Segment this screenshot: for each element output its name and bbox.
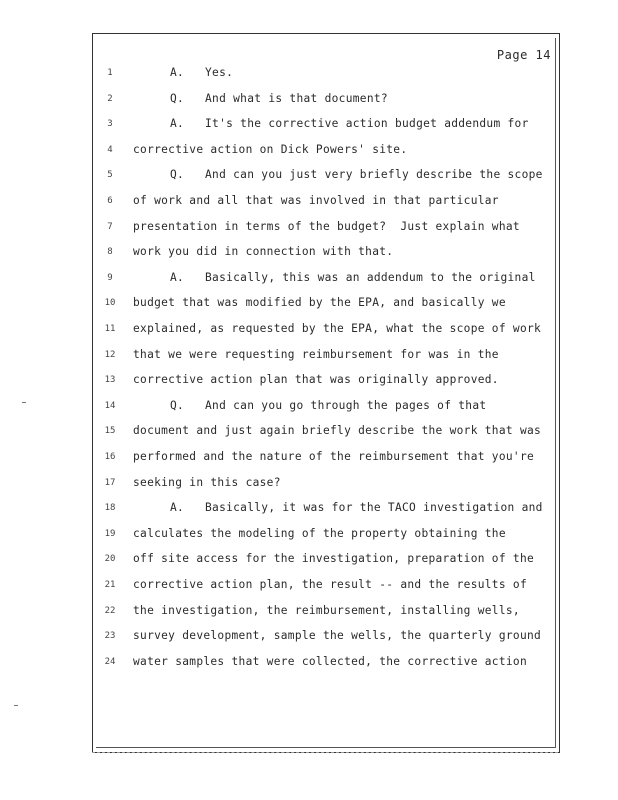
bottom-scan-artifact bbox=[92, 752, 558, 757]
line-number: 24 bbox=[104, 656, 116, 667]
speaker-marker: Q. bbox=[170, 398, 185, 412]
speaker-marker: A. bbox=[170, 117, 185, 131]
transcript-line bbox=[93, 348, 559, 366]
line-number: 15 bbox=[104, 426, 116, 437]
line-number: 5 bbox=[107, 170, 113, 181]
transcript-line bbox=[93, 271, 559, 289]
line-text: calculates the modeling of the property obtaining the bbox=[133, 526, 506, 540]
transcript-line bbox=[93, 629, 559, 647]
speaker-marker: Q. bbox=[170, 168, 185, 182]
line-number: 14 bbox=[104, 400, 116, 411]
line-number: 11 bbox=[104, 324, 116, 334]
line-text: that we were requesting reimbursement for was in the bbox=[133, 347, 499, 361]
transcript-line bbox=[93, 655, 559, 673]
speaker-marker: Q. bbox=[170, 91, 185, 105]
line-text: It's the corrective action budget addendum for bbox=[205, 117, 529, 131]
transcript-line bbox=[93, 220, 559, 238]
transcript-line bbox=[93, 117, 559, 135]
line-number: 12 bbox=[104, 349, 116, 360]
transcript-line bbox=[93, 604, 559, 622]
line-text: Yes. bbox=[205, 66, 234, 79]
transcript-line bbox=[93, 527, 559, 545]
line-number: 8 bbox=[107, 247, 113, 258]
line-text: budget that was modified by the EPA, and basically we bbox=[133, 296, 506, 310]
line-number: 1 bbox=[107, 68, 113, 78]
line-number: 3 bbox=[107, 119, 113, 130]
line-number: 6 bbox=[107, 196, 113, 206]
line-text: And what is that document? bbox=[205, 91, 388, 105]
line-text: survey development, sample the wells, the quarterly ground bbox=[133, 629, 542, 643]
line-text: water samples that were collected, the corrective action bbox=[133, 654, 527, 668]
line-text: corrective action plan, the result -- and the results of bbox=[133, 578, 527, 591]
line-text: performed and the nature of the reimbursement that you're bbox=[133, 450, 535, 463]
transcript-line bbox=[93, 194, 559, 212]
transcript-line bbox=[93, 373, 559, 391]
transcript-line bbox=[93, 92, 559, 110]
transcript-line bbox=[93, 476, 559, 494]
line-text: Basically, it was for the TACO investigation and bbox=[205, 501, 543, 515]
transcript-line bbox=[93, 552, 559, 570]
line-number: 4 bbox=[107, 144, 113, 155]
margin-mark bbox=[14, 705, 18, 706]
line-text: of work and all that was involved in that particular bbox=[133, 194, 499, 207]
line-text: document and just again briefly describe the work that was bbox=[133, 424, 542, 438]
page-number: Page 14 bbox=[496, 48, 551, 62]
margin-mark bbox=[22, 402, 26, 403]
transcript-line bbox=[93, 450, 559, 468]
speaker-marker: A. bbox=[170, 270, 185, 284]
line-text: the investigation, the reimbursement, installing wells, bbox=[133, 603, 520, 617]
transcript-line bbox=[93, 578, 559, 596]
transcript-line bbox=[93, 424, 559, 442]
line-text: corrective action plan that was originally approved. bbox=[133, 373, 499, 387]
transcript-line bbox=[93, 66, 559, 84]
speaker-marker: A. bbox=[170, 66, 185, 79]
line-number: 16 bbox=[104, 452, 116, 462]
transcript-line bbox=[93, 143, 559, 161]
line-number: 20 bbox=[104, 554, 116, 565]
line-text: Basically, this was an addendum to the original bbox=[205, 270, 536, 284]
line-text: off site access for the investigation, preparation of the bbox=[133, 552, 535, 566]
line-number: 9 bbox=[107, 272, 113, 283]
speaker-marker: A. bbox=[170, 501, 185, 515]
line-text: seeking in this case? bbox=[133, 475, 281, 489]
transcript-page bbox=[92, 33, 560, 753]
line-number: 2 bbox=[107, 93, 113, 104]
transcript-line bbox=[93, 322, 559, 340]
line-number: 23 bbox=[104, 631, 116, 642]
line-number: 22 bbox=[104, 605, 116, 616]
line-number: 10 bbox=[104, 298, 116, 309]
line-text: work you did in connection with that. bbox=[133, 245, 394, 259]
line-number: 13 bbox=[104, 375, 116, 386]
line-text: And can you go through the pages of that bbox=[205, 398, 487, 412]
transcript-line bbox=[93, 168, 559, 186]
line-text: presentation in terms of the budget? Just explain what bbox=[133, 219, 520, 233]
line-number: 18 bbox=[104, 503, 116, 514]
transcript-line bbox=[93, 296, 559, 314]
line-text: And can you just very briefly describe the scope bbox=[205, 168, 543, 182]
transcript-line bbox=[93, 245, 559, 263]
transcript-line bbox=[93, 399, 559, 417]
line-text: corrective action on Dick Powers' site. bbox=[133, 142, 408, 156]
line-text: explained, as requested by the EPA, what the scope of work bbox=[133, 322, 542, 335]
transcript-line bbox=[93, 501, 559, 519]
line-number: 17 bbox=[104, 477, 116, 488]
line-number: 7 bbox=[107, 221, 113, 232]
line-number: 21 bbox=[104, 580, 116, 590]
line-number: 19 bbox=[104, 528, 116, 539]
